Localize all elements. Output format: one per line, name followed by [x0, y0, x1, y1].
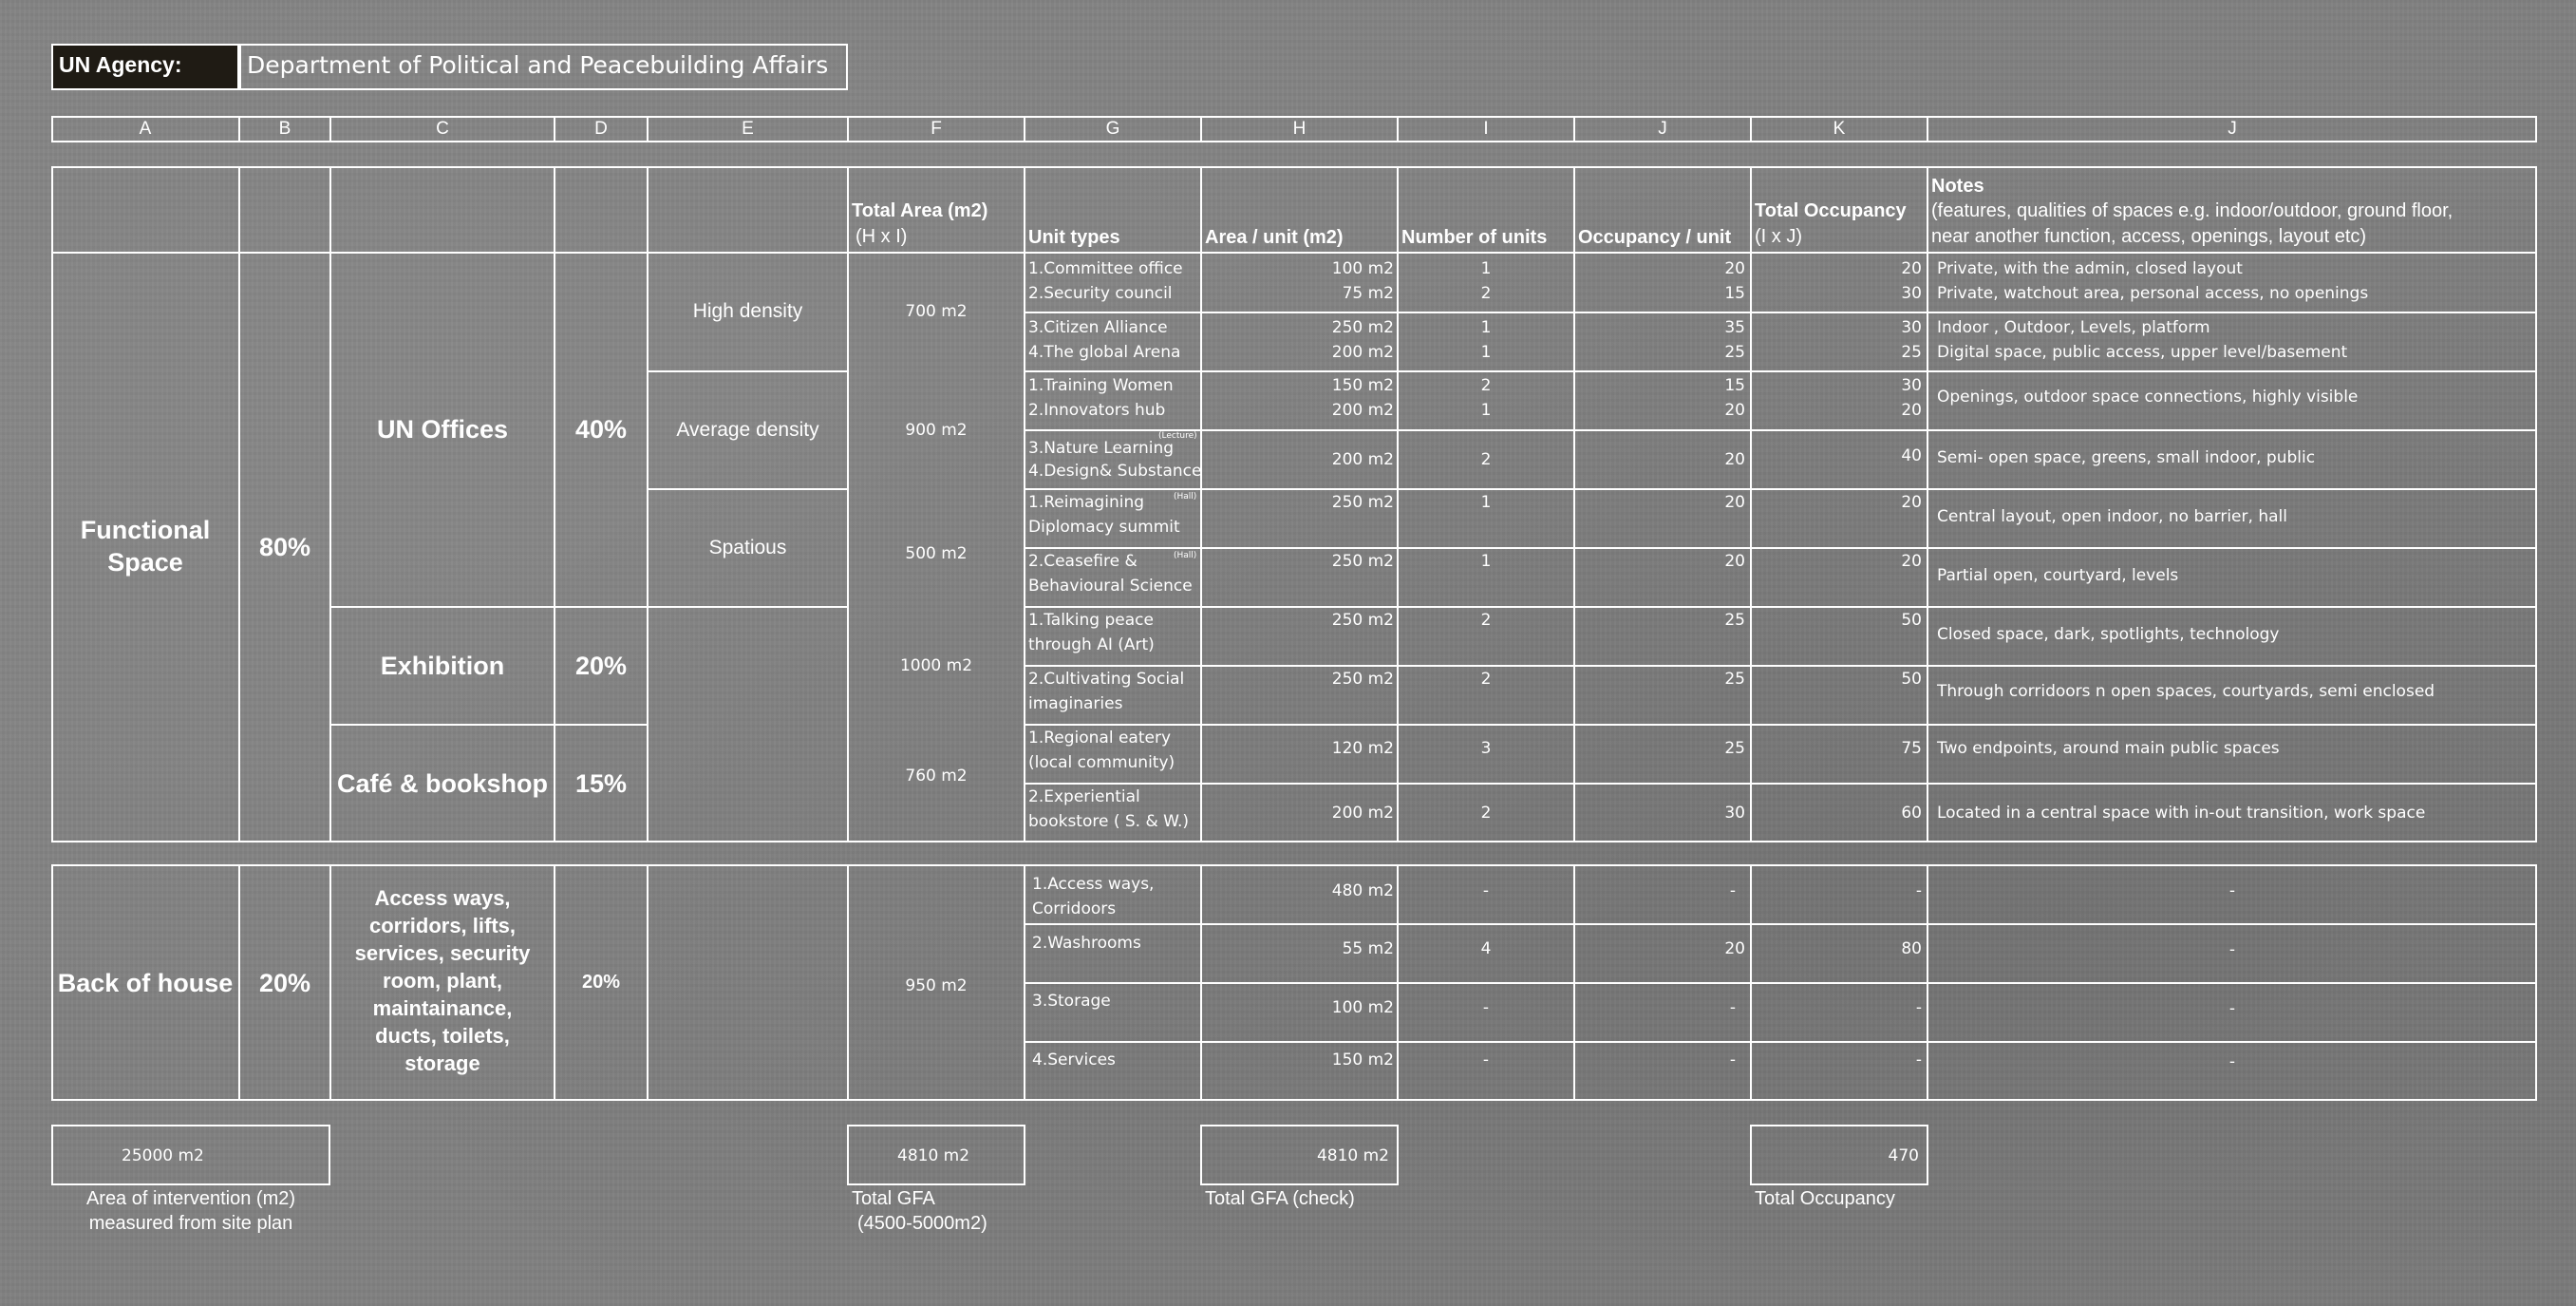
header-number-of-units: Number of units [1401, 227, 1548, 248]
occupancy-per-unit: 25 [1724, 739, 1745, 758]
unit-type-tag: (Hall) [1174, 492, 1197, 502]
total-occupancy: 80 [1901, 939, 1922, 958]
unit-type: bookstore ( S. & W.) [1028, 812, 1190, 831]
unit-type-tag: (Hall) [1174, 551, 1197, 560]
back-of-house-description: corridors, lifts, [368, 914, 517, 937]
total-occupancy: 60 [1901, 804, 1922, 823]
row-divider [1024, 547, 2537, 549]
back-of-house-percent-d: 20% [581, 972, 621, 993]
area-per-unit: 150 m2 [1331, 376, 1394, 395]
note: Openings, outdoor space connections, highly visible [1937, 388, 2359, 407]
number-of-units: 1 [1480, 318, 1492, 337]
occupancy-per-unit: 20 [1724, 259, 1745, 278]
total-area-cell: 500 m2 [905, 544, 968, 563]
total-occupancy: 30 [1901, 376, 1922, 395]
area-per-unit: 200 m2 [1331, 401, 1394, 420]
header-total-occupancy-sub: (I x J) [1755, 226, 1802, 247]
number-of-units: 1 [1480, 401, 1492, 420]
total-area-cell: 760 m2 [905, 767, 968, 785]
occupancy-per-unit: 35 [1724, 318, 1745, 337]
occupancy-per-unit: 25 [1724, 670, 1745, 689]
back-of-house-area: 950 m2 [905, 975, 968, 995]
row-divider [1024, 665, 2537, 667]
row-divider [1024, 312, 2537, 313]
total-occupancy: - [1915, 881, 1922, 900]
area-per-unit: 250 m2 [1331, 670, 1394, 689]
number-of-units: 1 [1480, 259, 1492, 278]
number-of-units: 2 [1480, 450, 1492, 469]
density-spatious: Spatious [708, 537, 787, 558]
unit-type: 2.Innovators hub [1028, 401, 1166, 420]
unit-type: imaginaries [1028, 694, 1123, 713]
total-area-cell: 700 m2 [905, 302, 968, 321]
back-of-house-description: storage [404, 1051, 480, 1075]
area-per-unit: 120 m2 [1331, 739, 1394, 758]
unit-type: 1.Regional eatery [1028, 729, 1172, 748]
occupancy-per-unit: 15 [1724, 284, 1745, 303]
total-occupancy: - [1915, 998, 1922, 1017]
number-of-units: 2 [1480, 670, 1492, 689]
number-of-units: 1 [1480, 343, 1492, 362]
occupancy-per-unit: - [1729, 998, 1736, 1017]
unit-type: Diplomacy summit [1028, 518, 1180, 537]
density-high: High density [692, 300, 803, 322]
note: Through corridoors n open spaces, courtyards, semi enclosed [1937, 682, 2435, 701]
number-of-units: - [1482, 998, 1490, 1017]
note: - [2228, 881, 2236, 900]
total-occupancy: 40 [1901, 446, 1922, 465]
total-occupancy: 25 [1901, 343, 1922, 362]
number-of-units: 1 [1480, 552, 1492, 571]
note: Central layout, open indoor, no barrier, hall [1937, 507, 2287, 526]
row-divider [1024, 982, 2537, 984]
occupancy-per-unit: 15 [1724, 376, 1745, 395]
column-letter: F [931, 119, 942, 139]
occupancy-per-unit: 20 [1724, 939, 1745, 958]
group-name-cafe-bookshop: Café & bookshop [336, 769, 548, 798]
area-per-unit: 250 m2 [1331, 493, 1394, 512]
number-of-units: - [1482, 881, 1490, 900]
unit-type: (local community) [1028, 753, 1175, 772]
total-occupancy: 75 [1901, 739, 1922, 758]
group-percent-cafe-bookshop: 15% [574, 769, 628, 798]
unit-type: 4.Services [1032, 1050, 1116, 1069]
header-notes: Notes [1931, 176, 1984, 197]
intervention-area-label: Area of intervention (m2) [85, 1188, 296, 1209]
functional-space-label: Functional [80, 516, 211, 544]
unit-type: Corridoors [1032, 899, 1117, 918]
unit-type: 1.Committee office [1028, 259, 1183, 278]
total-occupancy: 50 [1901, 611, 1922, 630]
occupancy-per-unit: 25 [1724, 611, 1745, 630]
total-gfa-label: (4500-5000m2) [857, 1213, 987, 1234]
back-of-house-description: services, security [354, 941, 531, 965]
row-divider [1024, 923, 2537, 925]
column-letter: A [139, 119, 152, 139]
back-of-house-description: Access ways, [374, 886, 511, 910]
total-occupancy: 20 [1901, 259, 1922, 278]
header-area-per-unit: Area / unit (m2) [1205, 227, 1344, 248]
back-of-house-description: room, plant, [383, 969, 502, 993]
note: Digital space, public access, upper level/basement [1937, 343, 2348, 362]
group-percent-exhibition: 20% [574, 652, 628, 680]
column-letter: E [742, 119, 754, 139]
number-of-units: 3 [1480, 739, 1492, 758]
occupancy-per-unit: 25 [1724, 343, 1745, 362]
unit-type: 3.Citizen Alliance [1028, 318, 1168, 337]
header-notes-sub: near another function, access, openings, layout etc) [1931, 226, 2367, 247]
area-per-unit: 100 m2 [1331, 259, 1394, 278]
back-of-house-description: maintainance, [372, 996, 513, 1020]
unit-type: 2.Cultivating Social [1028, 670, 1185, 689]
number-of-units: 1 [1480, 493, 1492, 512]
note: - [2228, 1052, 2236, 1071]
column-letter: J [2228, 119, 2237, 139]
number-of-units: - [1482, 1050, 1490, 1069]
back-of-house-percent: 20% [258, 968, 311, 997]
header-notes-sub: (features, qualities of spaces e.g. indoor/outdoor, ground floor, [1931, 200, 2454, 221]
note: Partial open, courtyard, levels [1937, 566, 2179, 585]
number-of-units: 2 [1480, 376, 1492, 395]
total-area-cell: 1000 m2 [899, 656, 973, 675]
note: Semi- open space, greens, small indoor, public [1937, 448, 2316, 467]
functional-space-label: Space [107, 548, 183, 577]
functional-space-percent: 80% [258, 533, 311, 561]
col-divider [1927, 166, 1928, 842]
unit-type: 1.Talking peace [1028, 611, 1154, 630]
unit-type: 4.The global Arena [1028, 343, 1181, 362]
header-occupancy-per-unit: Occupancy / unit [1578, 227, 1732, 248]
row-divider [1024, 724, 2537, 726]
header-total-area: Total Area (m2) [852, 200, 988, 221]
unit-type: 3.Storage [1032, 992, 1111, 1011]
group-name-exhibition: Exhibition [380, 652, 505, 680]
unit-type: 2.Washrooms [1032, 934, 1141, 953]
column-letter: J [1658, 119, 1667, 139]
total-gfa-label: Total GFA [852, 1188, 935, 1209]
total-occupancy: 30 [1901, 284, 1922, 303]
number-of-units: 2 [1480, 804, 1492, 823]
number-of-units: 2 [1480, 284, 1492, 303]
note: Private, with the admin, closed layout [1937, 259, 2243, 278]
total-gfa-check-label: Total GFA (check) [1205, 1188, 1355, 1209]
note: Two endpoints, around main public spaces [1937, 739, 2280, 758]
unit-type: 4.Design& Substance [1028, 462, 1202, 481]
group-percent-un-offices: 40% [574, 415, 628, 444]
unit-type: Behavioural Science [1028, 577, 1193, 596]
column-letter: C [436, 119, 449, 139]
occupancy-per-unit: - [1729, 881, 1736, 900]
header-total-area-sub: (H x I) [856, 226, 908, 247]
unit-type: 1.Training Women [1028, 376, 1174, 395]
agency-name: Department of Political and Peacebuilding Affairs [247, 51, 829, 79]
density-average: Average density [676, 419, 819, 441]
occupancy-per-unit: 20 [1724, 552, 1745, 571]
unit-type: 1.Reimagining [1028, 493, 1145, 512]
total-occupancy: 20 [1901, 401, 1922, 420]
row-divider [1024, 488, 2537, 490]
column-letter: I [1483, 119, 1489, 139]
total-gfa-check-value: 4810 m2 [1316, 1146, 1389, 1165]
total-occupancy: 50 [1901, 670, 1922, 689]
total-occupancy: 20 [1901, 552, 1922, 571]
unit-type-tag: (Lecture) [1158, 431, 1197, 441]
area-per-unit: 100 m2 [1331, 998, 1394, 1017]
total-occupancy: 20 [1901, 493, 1922, 512]
total-occupancy-label: Total Occupancy [1755, 1188, 1895, 1209]
row-divider [1024, 370, 2537, 372]
total-occupancy: - [1915, 1050, 1922, 1069]
agency-label: UN Agency: [59, 52, 182, 77]
intervention-area-label: measured from site plan [88, 1213, 293, 1234]
unit-type: through AI (Art) [1028, 635, 1155, 654]
header-unit-types: Unit types [1028, 227, 1120, 248]
note: Indoor , Outdoor, Levels, platform [1937, 318, 2210, 337]
area-per-unit: 480 m2 [1331, 881, 1394, 900]
group-name-un-offices: UN Offices [376, 415, 509, 444]
number-of-units: 4 [1480, 939, 1492, 958]
row-divider [1024, 1041, 2537, 1043]
unit-type: 2.Experiential [1028, 787, 1140, 806]
unit-type: 2.Security council [1028, 284, 1173, 303]
note: - [2228, 999, 2236, 1018]
area-per-unit: 200 m2 [1331, 804, 1394, 823]
unit-type: 3.Nature Learning [1028, 439, 1175, 458]
total-occupancy: 30 [1901, 318, 1922, 337]
area-per-unit: 250 m2 [1331, 611, 1394, 630]
area-per-unit: 55 m2 [1342, 939, 1394, 958]
unit-type: 1.Access ways, [1032, 875, 1155, 894]
area-per-unit: 200 m2 [1331, 450, 1394, 469]
occupancy-per-unit: 20 [1724, 493, 1745, 512]
area-per-unit: 75 m2 [1342, 284, 1394, 303]
column-letter: B [278, 119, 291, 139]
unit-type: 2.Ceasefire & [1028, 552, 1138, 571]
total-occupancy-value: 470 [1888, 1146, 1919, 1165]
total-area-cell: 900 m2 [905, 421, 968, 440]
occupancy-per-unit: 20 [1724, 401, 1745, 420]
row-divider [1024, 783, 2537, 785]
column-letter: H [1292, 119, 1307, 139]
area-per-unit: 150 m2 [1331, 1050, 1394, 1069]
row-divider [1024, 606, 2537, 608]
area-per-unit: 200 m2 [1331, 343, 1394, 362]
area-per-unit: 250 m2 [1331, 318, 1394, 337]
row-divider [1024, 429, 2537, 431]
note: - [2228, 940, 2236, 959]
column-letter: K [1833, 119, 1846, 139]
column-letter: D [594, 119, 608, 139]
number-of-units: 2 [1480, 611, 1492, 630]
area-per-unit: 250 m2 [1331, 552, 1394, 571]
note: Closed space, dark, spotlights, technology [1937, 625, 2280, 644]
header-total-occupancy: Total Occupancy [1755, 200, 1907, 221]
total-gfa-value: 4810 m2 [897, 1146, 970, 1165]
occupancy-per-unit: 30 [1724, 804, 1745, 823]
note: Private, watchout area, personal access, no openings [1937, 284, 2369, 303]
back-of-house-description: ducts, toilets, [375, 1024, 510, 1048]
back-of-house-label: Back of house [57, 968, 234, 997]
note: Located in a central space with in-out transition, work space [1937, 804, 2426, 823]
column-letter: G [1105, 119, 1120, 139]
occupancy-per-unit: 20 [1724, 450, 1745, 469]
intervention-area-value: 25000 m2 [122, 1146, 204, 1165]
occupancy-per-unit: - [1729, 1050, 1736, 1069]
